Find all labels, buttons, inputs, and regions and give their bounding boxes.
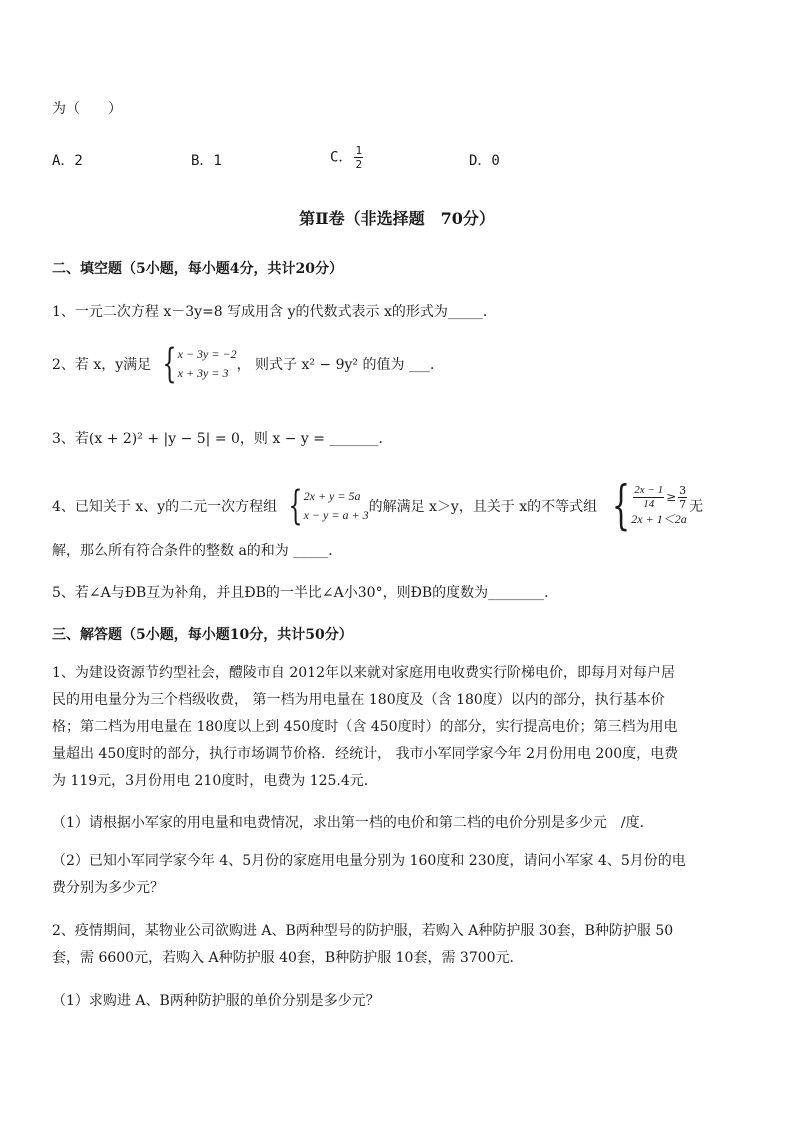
option-c bbox=[330, 145, 365, 170]
q2-suffix: ， 则式子 x² − 9y² 的值为 ___． bbox=[236, 357, 444, 373]
q4-equation-system: { 2x + y = 5a x − y = a + 3 bbox=[288, 483, 369, 529]
q2-prefix: 2、若 x，y满足 bbox=[52, 357, 152, 373]
problem-2: 2、疫情期间，某物业公司欲购进 A、B两种型号的防护服，若购入 A种防护服 30套，B种防护服 50 套，需 6600元，若购入 A种防护服 40套，B种防护服 10套，需 3700元． bbox=[52, 923, 674, 966]
q4-middle: 的解满足 x＞y，且关于 x的不等式组 bbox=[368, 499, 598, 515]
fill-question-1: 1、一元二次方程 x－3y=8 写成用含 y的代数式表示 x的形式为_____． bbox=[52, 304, 497, 320]
fill-question-3: 3、若(x + 2)² + |y − 5| = 0，则 x − y = _______． bbox=[52, 431, 393, 447]
problem-1-sub-1: （1）请根据小军家的用电量和电费情况，求出第一档的电价和第二档的电价分别是多少元 /度． bbox=[52, 815, 654, 831]
q4-prefix: 4、已知关于 x、y的二元一次方程组 bbox=[52, 499, 278, 515]
section2-heading: 二、填空题（5小题，每小题4分，共计20分） bbox=[52, 261, 343, 277]
brace-icon: { bbox=[288, 483, 303, 529]
section3-heading: 三、解答题（5小题，每小题10分，共计50分） bbox=[52, 627, 353, 643]
question-tail: 为（ ） bbox=[52, 101, 122, 117]
q4-end: 无 bbox=[689, 499, 704, 515]
option-c-label: C． bbox=[330, 149, 353, 166]
problem-2-sub-1: （1）求购进 A、B两种防护服的单价分别是多少元？ bbox=[52, 993, 380, 1009]
fill-question-4-line2: 解，那么所有符合条件的整数 a的和为 _____． bbox=[52, 543, 343, 559]
brace-icon: { bbox=[612, 476, 631, 536]
option-d: D．0 bbox=[469, 153, 500, 169]
option-c-fraction: $\frac{1}{2}$ bbox=[355, 144, 363, 171]
problem-1: 1、为建设资源节约型社会，醴陵市自 2012年以来就对家庭用电收费实行阶梯电价，即每月对每户居 民的用电量分为三个档级收费， 第一档为用电量在 180度及（含 180度）以内的部分，执行基本价 格；第二档为用电量在 180度以上到 450度时（含 450度时）的部分，实行提高电价；第三档为用电 量超出 450度时的部分，执行市场调节价格．经统计， 我市小军同学家今年 2月份用电 200度，电费 为 119元，3月份用电 210度时，电费为 125.4元． bbox=[52, 665, 679, 789]
q2-equation-system: { x − 3y = −2 x + 3y = 3 bbox=[162, 341, 237, 387]
brace-icon: { bbox=[162, 341, 177, 387]
fill-question-4 bbox=[52, 476, 704, 536]
fill-question-5: 5、若∠A与ÐB互为补角，并且ÐB的一半比∠A小30°，则ÐB的度数为________． bbox=[52, 585, 559, 601]
part2-title: 第Ⅱ卷（非选择题 70分） bbox=[299, 209, 495, 228]
problem-1-sub-2: （2）已知小军同学家今年 4、5月份的家庭用电量分别为 160度和 230度，请问小军家 4、5月份的电 费分别为多少元？ bbox=[52, 853, 686, 896]
fill-question-2 bbox=[52, 341, 444, 387]
option-b: B．1 bbox=[191, 153, 222, 169]
option-a: A．2 bbox=[52, 153, 83, 169]
q4-inequality-system: { $\frac{2x - 1}{14}$ ≥ $\frac{3}{7}$ 2x + 1＜2a bbox=[612, 476, 687, 536]
